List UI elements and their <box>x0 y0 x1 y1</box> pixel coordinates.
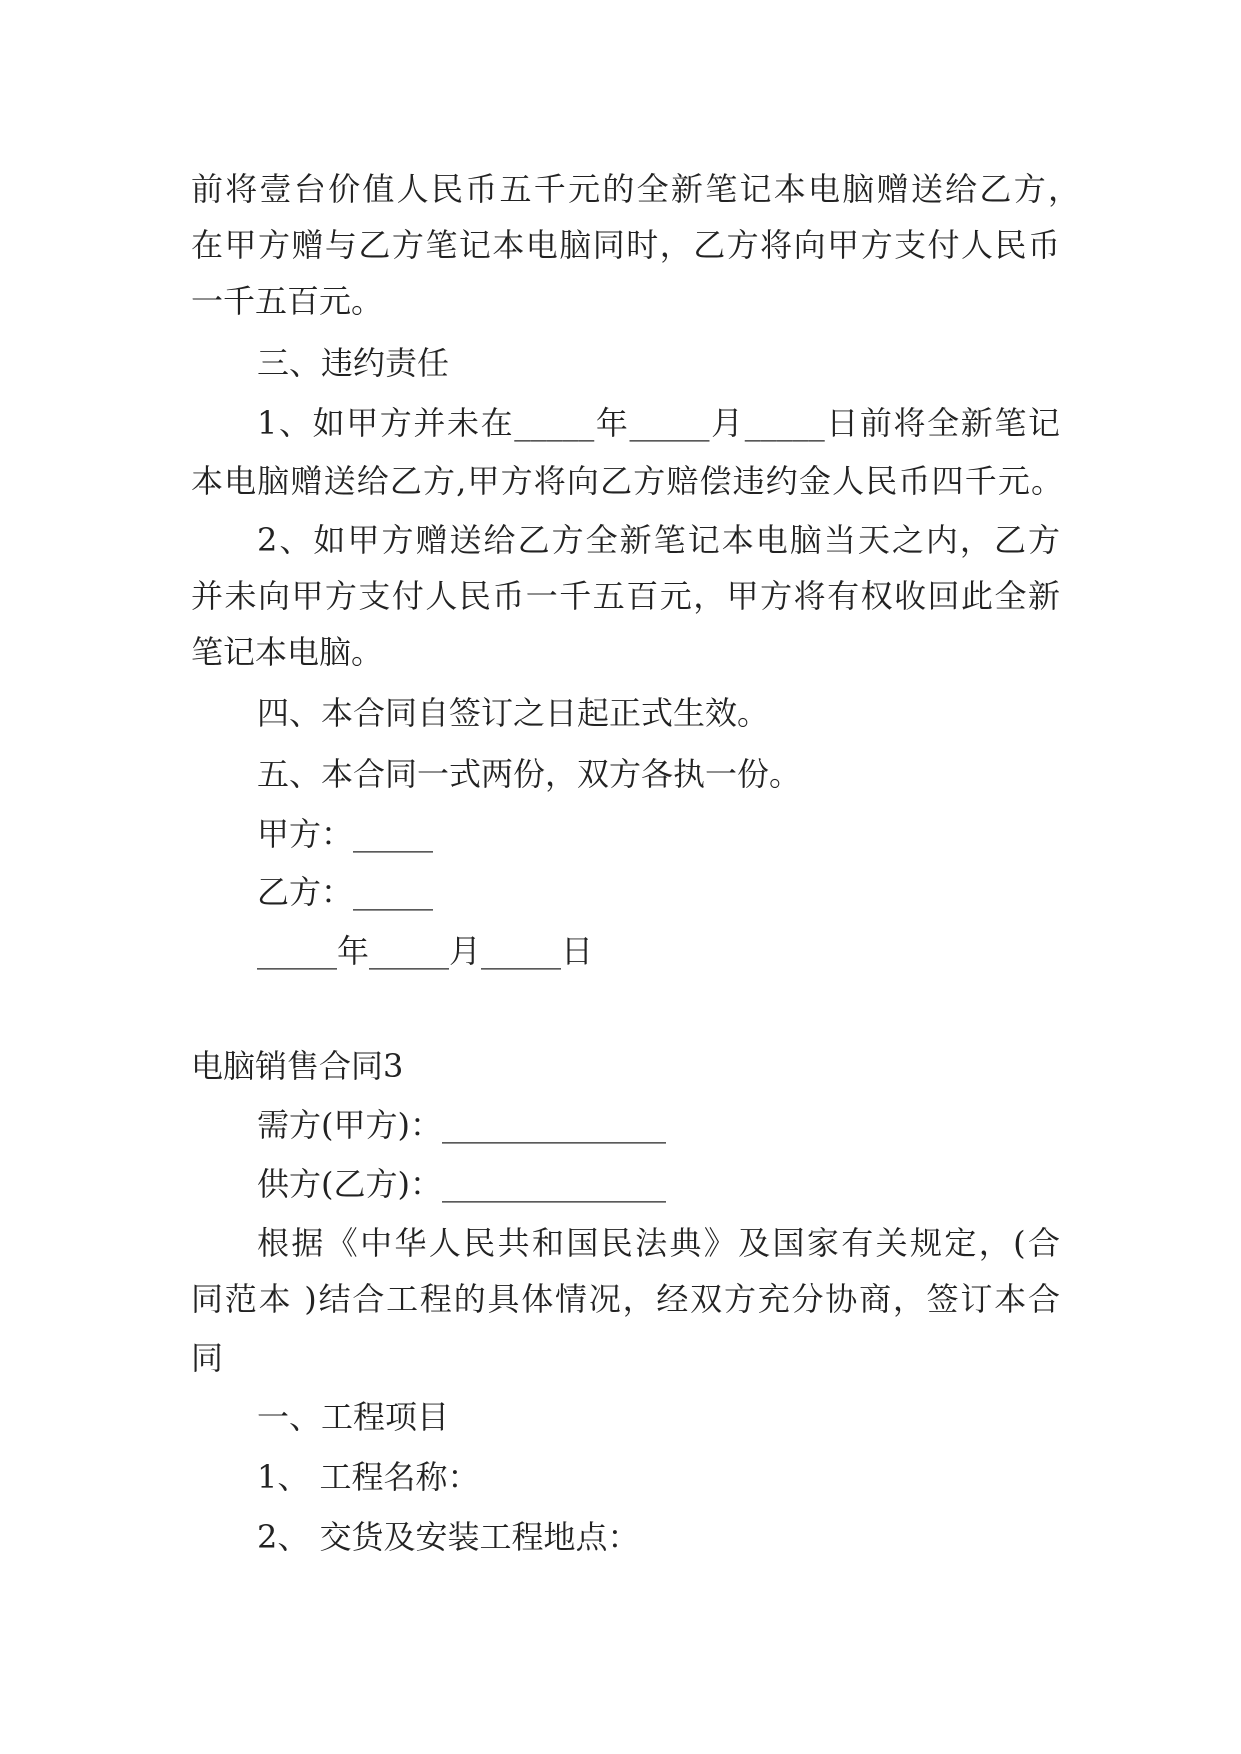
body-text-line: 在甲方赠与乙方笔记本电脑同时，乙方将向甲方支付人民币 <box>191 226 1060 264</box>
preamble-line: 根据《中华人民共和国民法典》及国家有关规定，(合 <box>257 1224 1060 1262</box>
list-item: 1、 工程名称： <box>257 1458 480 1496</box>
clause-line: 1、如甲方并未在_____年_____月_____日前将全新笔记 <box>257 404 1060 442</box>
preamble-line: 同 <box>191 1339 224 1377</box>
preamble-line: 同范本 )结合工程的具体情况，经双方充分协商，签订本合 <box>191 1280 1060 1318</box>
list-item: 2、 交货及安装工程地点： <box>257 1518 640 1556</box>
signature-line-party-b: 乙方：_____ <box>257 873 434 911</box>
clause-line: 本电脑赠送给乙方,甲方将向乙方赔偿违约金人民币四千元。 <box>191 462 1063 500</box>
supplier-party-line: 供方(乙方)：______________ <box>257 1165 666 1203</box>
clause-line: 并未向甲方支付人民币一千五百元，甲方将有权收回此全新 <box>191 577 1060 615</box>
document-title: 电脑销售合同3 <box>191 1047 404 1085</box>
clause-line: 笔记本电脑。 <box>191 633 384 671</box>
section-heading: 一、工程项目 <box>257 1398 450 1436</box>
copies-clause: 五、本合同一式两份，双方各执一份。 <box>257 755 802 793</box>
section-heading: 三、违约责任 <box>257 344 450 382</box>
effective-clause: 四、本合同自签订之日起正式生效。 <box>257 694 770 732</box>
clause-line: 2、如甲方赠送给乙方全新笔记本电脑当天之内，乙方 <box>257 521 1060 559</box>
body-text-line: 一千五百元。 <box>191 282 384 320</box>
body-text-line: 前将壹台价值人民币五千元的全新笔记本电脑赠送给乙方， <box>191 170 1080 208</box>
signature-line-party-a: 甲方：_____ <box>257 815 434 853</box>
buyer-party-line: 需方(甲方)：______________ <box>257 1106 666 1144</box>
signature-date-line: _____年_____月_____日 <box>257 932 594 970</box>
